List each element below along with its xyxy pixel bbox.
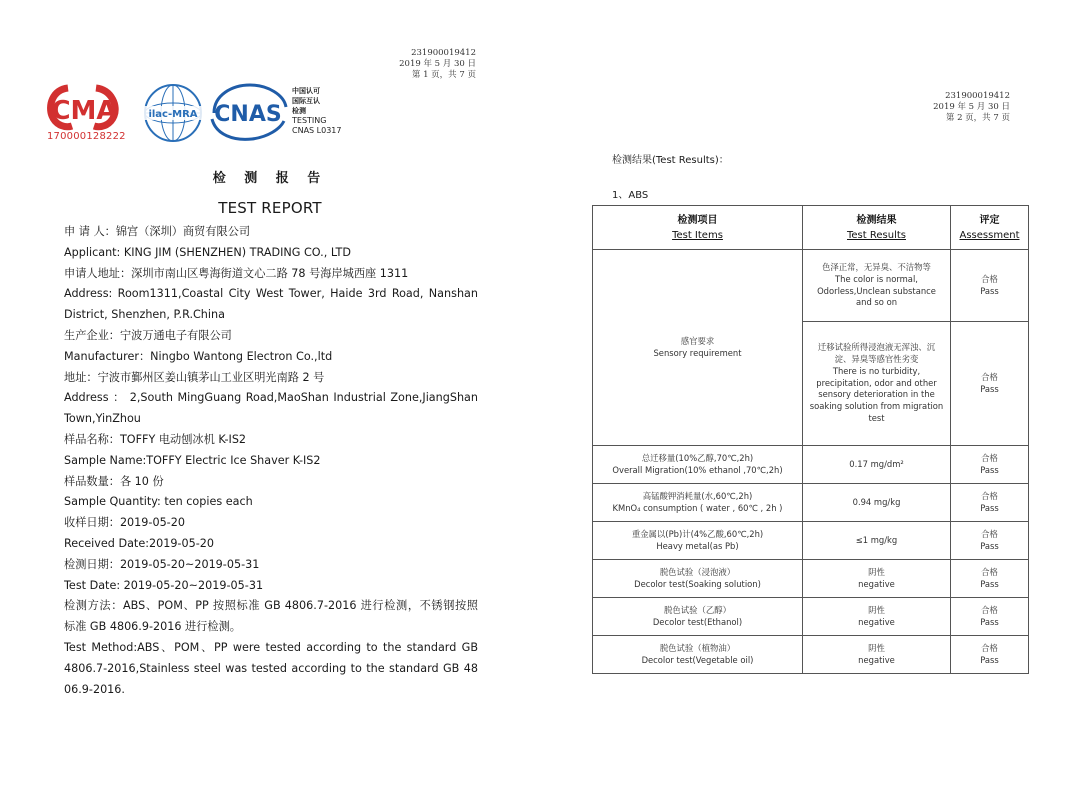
result-en: test — [868, 412, 885, 423]
item-cell — [593, 484, 803, 522]
report-body — [64, 222, 478, 700]
page1-header — [399, 48, 476, 81]
report-title-en: TEST REPORT — [218, 199, 322, 217]
header-cn: 检测项目 — [677, 214, 718, 226]
sample-quantity-cn: 样品数量：各 10 份 — [64, 474, 164, 488]
item-cell — [593, 522, 803, 560]
table-row — [593, 484, 1029, 522]
test-date-en: Test Date: 2019-05-20~2019-05-31 — [64, 578, 264, 592]
item-cell — [593, 598, 803, 636]
received-date-en: Received Date:2019-05-20 — [64, 536, 214, 550]
item-cn: 高锰酸钾消耗量(水,60℃,2h) — [642, 490, 753, 501]
applicant-address-cn: 申请人地址：深圳市南山区粤海街道文心二路 78 号海岸城西座 1311 — [64, 266, 409, 280]
report-date: 2019 年 5 月 30 日 — [399, 59, 476, 69]
sample-quantity-en: Sample Quantity: ten copies each — [64, 495, 253, 509]
item-en: Overall Migration(10% ethanol ,70℃,2h) — [612, 464, 783, 475]
assessment-en: Pass — [980, 464, 999, 475]
cnas-label-line: 国际互认 — [292, 97, 320, 105]
header-en: Assessment — [959, 229, 1020, 241]
received-date-cn: 收样日期：2019-05-20 — [64, 516, 185, 530]
assessment-en: Pass — [980, 285, 999, 296]
assessment-en: Pass — [980, 540, 999, 551]
assessment-cn: 合格 — [981, 566, 998, 577]
item-en: Heavy metal(as Pb) — [656, 540, 739, 551]
cnas-label-line: CNAS L0317 — [292, 126, 342, 135]
header-cn: 检测结果 — [856, 214, 897, 226]
result-cell: 0.94 mg/kg — [803, 484, 951, 522]
item-cn: 总迁移量(10%乙醇,70℃,2h) — [641, 452, 754, 463]
assessment-cell — [951, 446, 1029, 484]
assessment-cn: 合格 — [981, 528, 998, 539]
assessment-en: Pass — [980, 578, 999, 589]
header-test-results — [803, 206, 951, 250]
item-en: Decolor test(Ethanol) — [652, 616, 743, 627]
assessment-cell — [951, 636, 1029, 674]
assessment-en: Pass — [980, 502, 999, 513]
assessment-cn: 合格 — [981, 371, 998, 382]
result-cell — [803, 322, 951, 446]
applicant-address-en: Address: Room1311,Coastal City West Tower, Haide 3rd Road, Nanshan — [64, 287, 478, 301]
result-en: negative — [858, 654, 895, 665]
report-number: 231900019412 — [411, 48, 476, 58]
test-method-en-end: 06.9-2016. — [64, 682, 125, 696]
table-row — [593, 598, 1029, 636]
header-cn: 评定 — [979, 214, 1000, 226]
test-date-cn: 检测日期：2019-05-20~2019-05-31 — [64, 557, 260, 571]
assessment-cell — [951, 322, 1029, 446]
cnas-label-line: 中国认可 — [292, 87, 320, 95]
table-row — [593, 446, 1029, 484]
page2-header — [933, 91, 1010, 124]
sample-name-cn: 样品名称：TOFFY 电动刨冰机 K-IS2 — [64, 432, 247, 446]
item-cn: 脱色试验（植物油） — [659, 642, 736, 653]
result-cell: 0.17 mg/dm² — [803, 446, 951, 484]
result-en: precipitation, odor and other — [816, 377, 937, 388]
result-en: negative — [858, 578, 895, 589]
test-method-cn: 检测方法：ABS、POM、PP 按照标准 GB 4806.7-2016 进行检测，不锈钢按照 — [64, 599, 478, 613]
ilac-mra-logo-icon — [142, 82, 204, 144]
assessment-en: Pass — [980, 383, 999, 394]
item-en: Decolor test(Soaking solution) — [634, 578, 761, 589]
cma-logo-text: CMA — [51, 96, 117, 126]
assessment-cell — [951, 250, 1029, 322]
assessment-cell — [951, 522, 1029, 560]
table-row — [593, 560, 1029, 598]
header-test-items — [593, 206, 803, 250]
result-cn: 迁移试验所得浸泡液无浑浊、沉 — [817, 342, 936, 353]
item-en: KMnO₄ consumption ( water , 60℃ , 2h ) — [612, 502, 783, 513]
result-en: soaking solution from migration — [809, 401, 944, 412]
result-cn: 阴性 — [868, 642, 885, 653]
result-en: negative — [858, 616, 895, 627]
assessment-cell — [951, 598, 1029, 636]
manufacturer-en: Manufacturer：Ningbo Wantong Electron Co.,ltd — [64, 349, 333, 363]
assessment-cn: 合格 — [981, 490, 998, 501]
header-en: Test Items — [672, 229, 723, 241]
report-date: 2019 年 5 月 30 日 — [933, 102, 1010, 112]
item-cell — [593, 560, 803, 598]
item-en: Decolor test(Vegetable oil) — [641, 654, 754, 665]
result-cell: ≤1 mg/kg — [803, 522, 951, 560]
result-en: sensory deterioration in the — [818, 389, 935, 400]
result-cn: 阴性 — [868, 604, 885, 615]
ilac-logo-text: ilac-MRA — [148, 109, 198, 120]
cnas-label-line: TESTING — [292, 116, 327, 125]
applicant-address-en-cont: District, Shenzhen, P.R.China — [64, 308, 225, 322]
assessment-cn: 合格 — [981, 642, 998, 653]
report-number: 231900019412 — [945, 91, 1010, 101]
result-en: There is no turbidity, — [832, 365, 921, 376]
sensory-item-cell — [593, 250, 803, 446]
cnas-label — [292, 86, 341, 136]
results-title: 检测结果(Test Results)： — [612, 155, 729, 166]
result-cn: 淀、异臭等感官性劣变 — [834, 354, 919, 364]
item-cn: 脱色试验（浸泡液） — [659, 566, 736, 577]
assessment-en: Pass — [980, 654, 999, 665]
table-row — [593, 250, 1029, 322]
test-method-en-cont: 4806.7-2016,Stainless steel was tested according to the standard GB 48 — [64, 661, 478, 675]
item-cell — [593, 636, 803, 674]
manufacturer-cn: 生产企业：宁波万通电子有限公司 — [64, 328, 232, 342]
cma-code: 170000128222 — [47, 131, 126, 142]
header-en: Test Results — [847, 229, 906, 241]
page-indicator: 第 1 页，共 7 页 — [411, 70, 476, 80]
result-cn: 色泽正常，无异臭、不洁物等 — [822, 261, 931, 272]
page-indicator: 第 2 页，共 7 页 — [945, 113, 1010, 123]
assessment-cell — [951, 484, 1029, 522]
assessment-cn: 合格 — [981, 604, 998, 615]
manufacturer-address-en: Address ： 2,South MingGuang Road,MaoShan Industrial Zone,JiangShan — [64, 391, 478, 405]
assessment-cell — [951, 560, 1029, 598]
section-title: 1、ABS — [612, 190, 649, 201]
result-cell — [803, 250, 951, 322]
assessment-cn: 合格 — [981, 273, 998, 284]
applicant-cn: 申 请 人：锦宫（深圳）商贸有限公司 — [64, 225, 251, 238]
result-en: Odorless,Unclean substance — [817, 285, 936, 296]
cnas-logo-icon — [208, 83, 288, 141]
sample-name-en: Sample Name:TOFFY Electric Ice Shaver K-IS2 — [64, 453, 321, 467]
test-method-cn-cont: 标准 GB 4806.9-2016 进行检测。 — [64, 620, 241, 634]
result-cell — [803, 636, 951, 674]
manufacturer-address-en-cont: Town,YinZhou — [64, 412, 141, 426]
results-table — [592, 205, 1029, 674]
result-cell — [803, 560, 951, 598]
result-en: The color is normal, — [835, 273, 918, 284]
result-cn: 阴性 — [868, 566, 885, 577]
header-assessment — [951, 206, 1029, 250]
item-en: Sensory requirement — [653, 347, 742, 358]
assessment-en: Pass — [980, 616, 999, 627]
item-cn: 脱色试验（乙醇） — [664, 604, 731, 615]
manufacturer-address-cn: 地址：宁波市鄞州区姜山镇茅山工业区明光南路 2 号 — [64, 370, 325, 384]
result-cell — [803, 598, 951, 636]
result-en: and so on — [856, 297, 897, 308]
applicant-en: Applicant: KING JIM (SHENZHEN) TRADING CO., LTD — [64, 245, 351, 259]
report-title-cn: 检 测 报 告 — [212, 171, 328, 186]
item-cn: 重金属以(Pb)计(4%乙酸,60℃,2h) — [631, 528, 764, 539]
test-method-en: Test Method:ABS、POM、PP were tested according to the standard GB — [64, 640, 478, 654]
item-cell — [593, 446, 803, 484]
cnas-label-line: 检测 — [292, 107, 306, 115]
cnas-logo-text: CNAS — [214, 102, 282, 127]
item-cn: 感官要求 — [680, 335, 715, 346]
table-header-row — [593, 206, 1029, 250]
assessment-cn: 合格 — [981, 452, 998, 463]
table-row — [593, 522, 1029, 560]
table-row — [593, 636, 1029, 674]
report-page-2 — [540, 0, 1080, 786]
